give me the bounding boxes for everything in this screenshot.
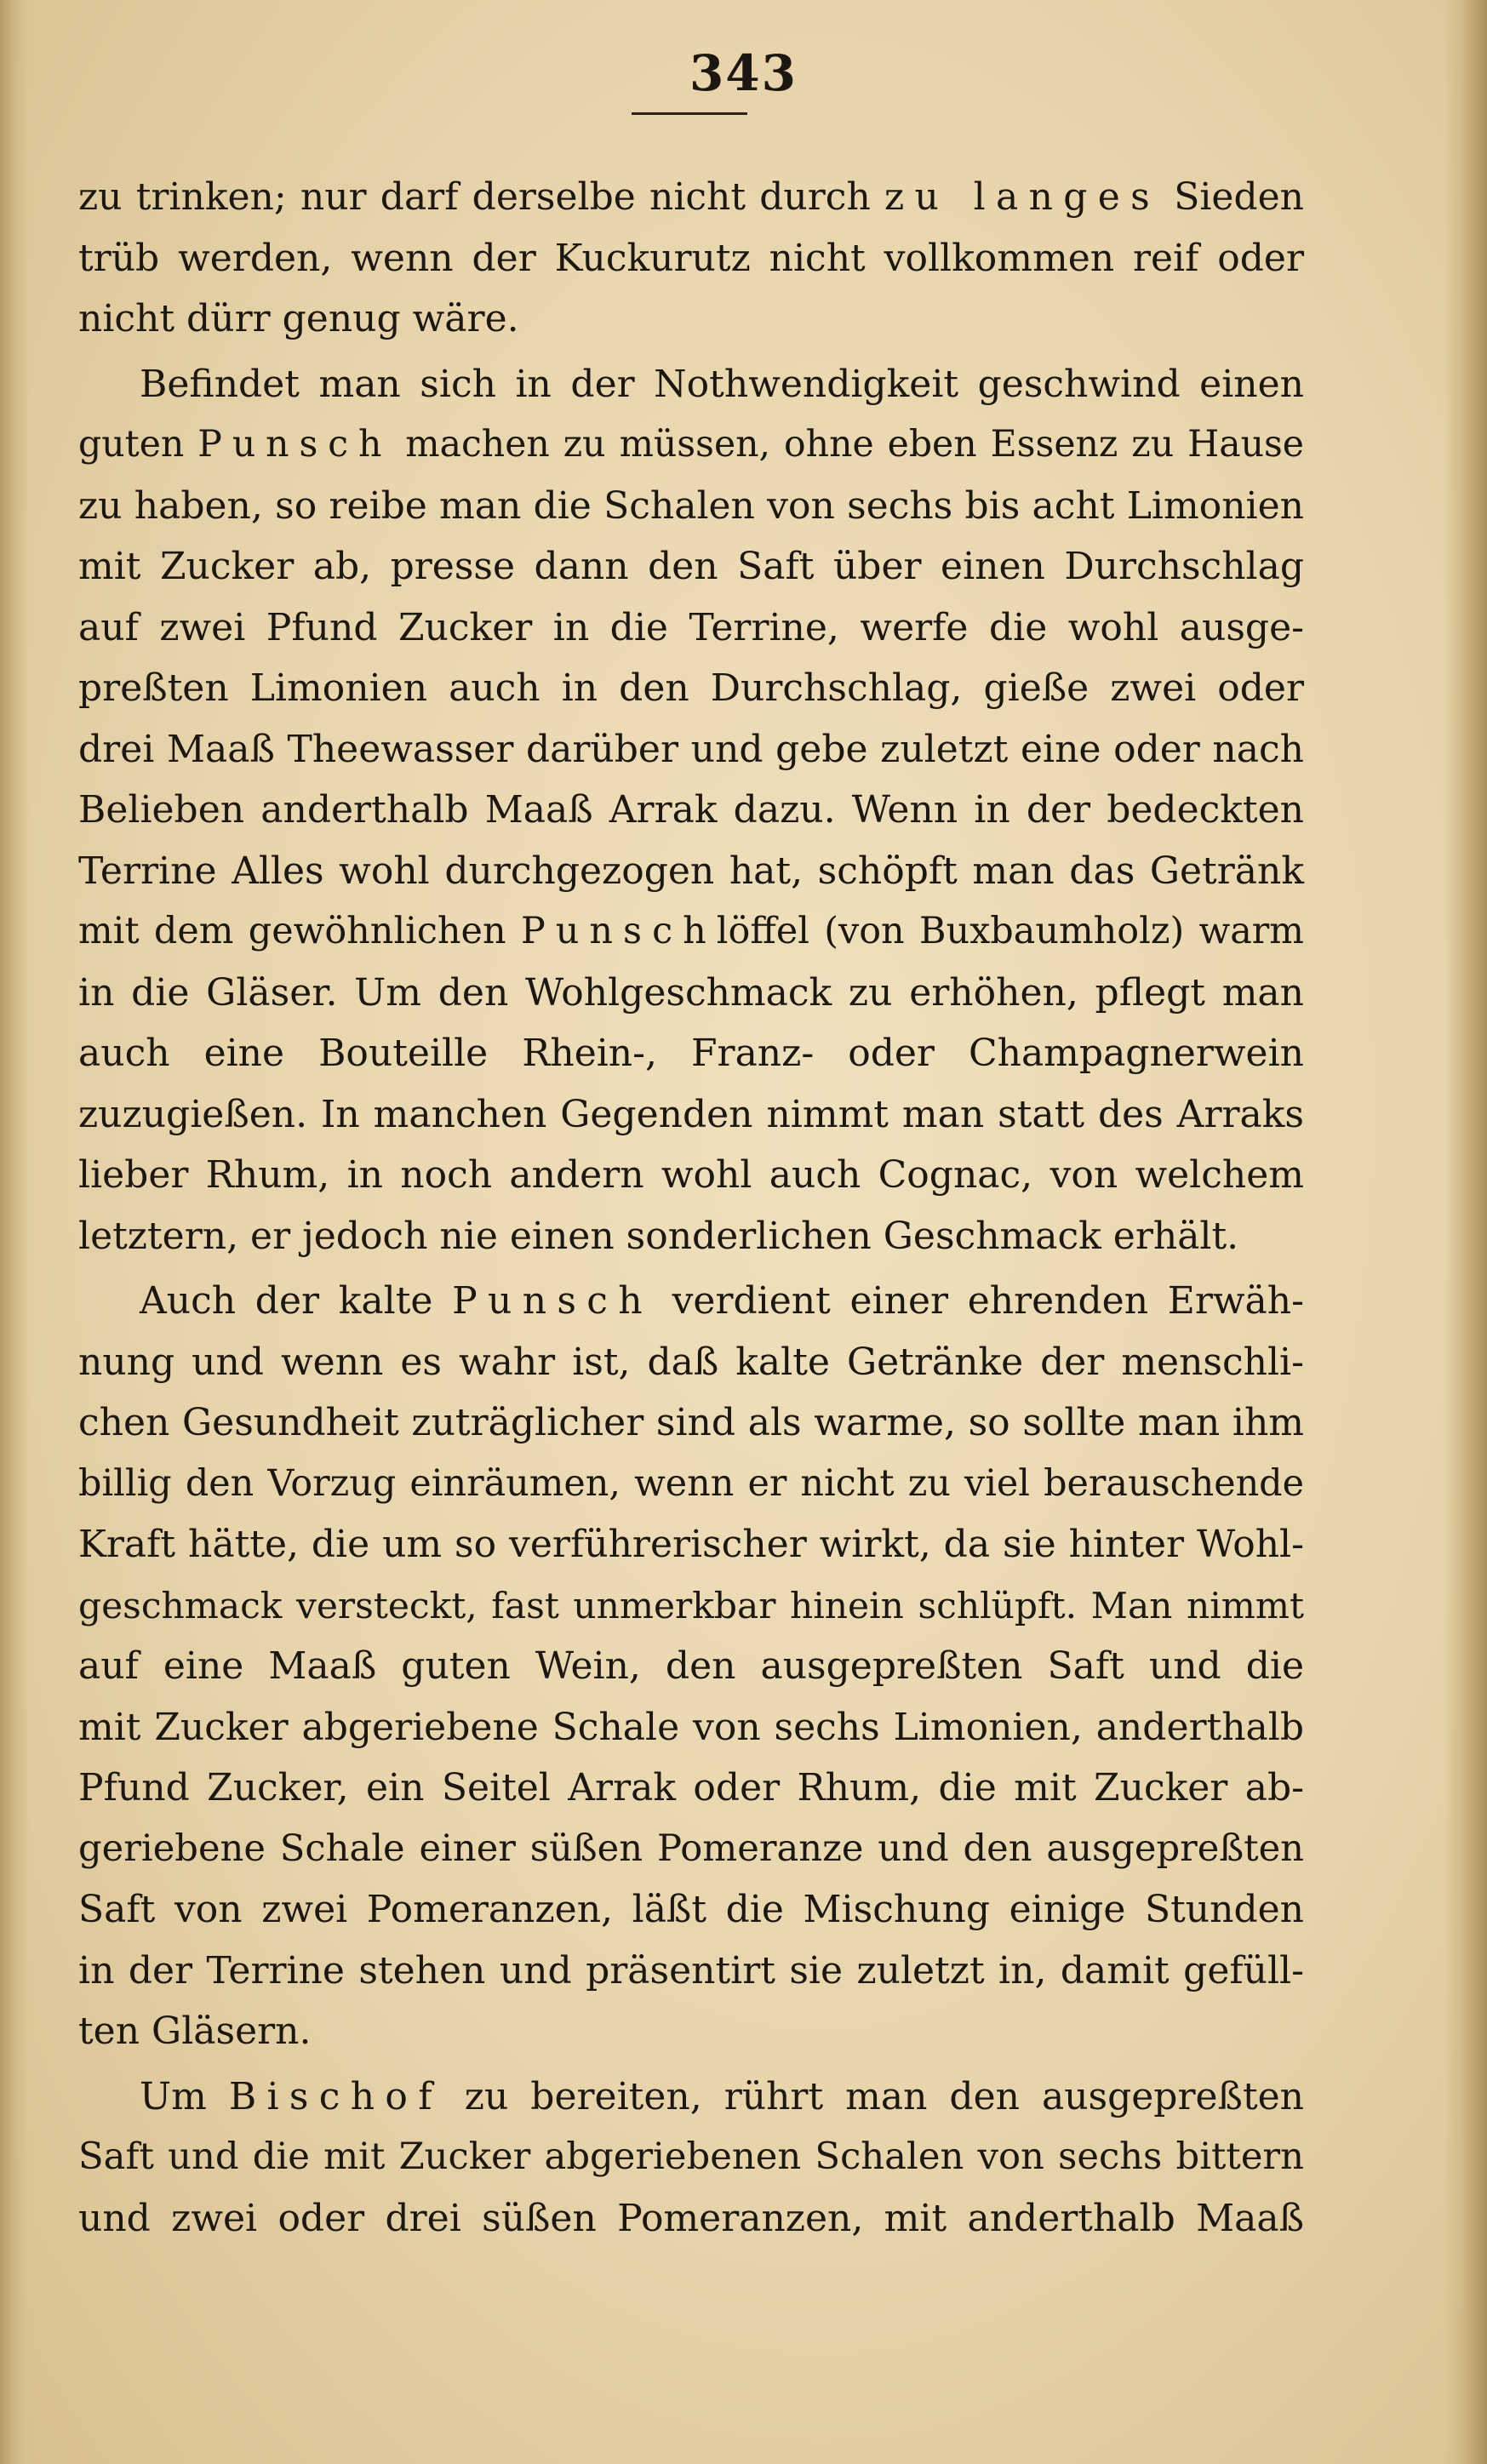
text-line: drei Maaß Theewasser darüber und gebe zuletzt eine oder nach xyxy=(78,727,1304,771)
text-line: geschmack versteckt, fast unmerkbar hinein schlüpft. Man nimmt xyxy=(78,1584,1304,1626)
text-line: ten Gläsern. xyxy=(78,2010,312,2053)
text-line: chen Gesundheit zuträglicher sind als warme, so sollte man ihm xyxy=(78,1401,1304,1444)
body-text xyxy=(78,167,1304,2249)
page-gutter-shadow xyxy=(0,0,29,2464)
paragraph xyxy=(78,167,1304,350)
text-line: billig den Vorzug einräumen, wenn er nicht zu viel berauschende xyxy=(78,1461,1304,1505)
text-line: in der Terrine stehen und präsentirt sie zuletzt in, damit gefüll- xyxy=(78,1948,1304,1992)
text-line: zu trinken; nur darf derselbe nicht durch zu langes Sieden xyxy=(78,175,1304,219)
paragraph xyxy=(78,1271,1304,2062)
text-line: preßten Limonien auch in den Durchschlag, gieße zwei oder xyxy=(78,666,1304,710)
paragraph xyxy=(78,2067,1304,2250)
text-line: nung und wenn es wahr ist, daß kalte Getränke der menschli- xyxy=(78,1340,1304,1384)
text-line: guten Punsch machen zu müssen, ohne eben Essenz zu Hause xyxy=(78,423,1304,466)
text-line: Saft von zwei Pomeranzen, läßt die Mischung einige Stunden xyxy=(78,1888,1304,1931)
text-line: lieber Rhum, in noch andern wohl auch Cognac, von welchem xyxy=(78,1153,1304,1197)
text-line: zu haben, so reibe man die Schalen von sechs bis acht Limonien xyxy=(78,483,1304,528)
text-line: letztern, er jedoch nie einen sonderlichen Geschmack erhält. xyxy=(78,1214,1239,1258)
text-line: Terrine Alles wohl durchgezogen hat, schöpft man das Getränk xyxy=(78,849,1304,893)
text-line: nicht dürr genug wäre. xyxy=(78,297,519,340)
text-line: Kraft hätte, die um so verführerischer wirkt, da sie hinter Wohl- xyxy=(78,1523,1304,1566)
text-line: Belieben anderthalb Maaß Arrak dazu. Wenn in der bedeckten xyxy=(78,788,1304,832)
text-line: trüb werden, wenn der Kuckurutz nicht vollkommen reif oder xyxy=(78,236,1304,280)
text-line: zuzugießen. In manchen Gegenden nimmt man statt des Arraks xyxy=(78,1092,1304,1136)
page-number: 343 xyxy=(689,44,798,102)
paragraph xyxy=(78,354,1304,1267)
text-line: Auch der kalte Punsch verdient einer ehrenden Erwäh- xyxy=(140,1279,1304,1323)
text-line: auch eine Bouteille Rhein-, Franz- oder Champagnerwein xyxy=(78,1032,1304,1075)
page-number-rule xyxy=(632,112,747,115)
text-line: auf eine Maaß guten Wein, den ausgepreßten Saft und die xyxy=(78,1644,1304,1688)
text-line: und zwei oder drei süßen Pomeranzen, mit anderthalb Maaß xyxy=(78,2196,1304,2240)
text-line: Befindet man sich in der Nothwendigkeit geschwind einen xyxy=(140,362,1304,406)
text-line: mit Zucker ab, presse dann den Saft über einen Durchschlag xyxy=(78,545,1304,588)
text-line: in die Gläser. Um den Wohlgeschmack zu erhöhen, pflegt man xyxy=(78,970,1304,1015)
text-line: mit Zucker abgeriebene Schale von sechs Limonien, anderthalb xyxy=(78,1705,1304,1749)
text-line: Saft und die mit Zucker abgeriebenen Schalen von sechs bittern xyxy=(78,2135,1304,2178)
text-line: geriebene Schale einer süßen Pomeranze und den ausgepreßten xyxy=(78,1827,1304,1870)
text-line: auf zwei Pfund Zucker in die Terrine, werfe die wohl ausge- xyxy=(78,605,1304,649)
text-line: mit dem gewöhnlichen Punschlöffel (von Buxbaumholz) warm xyxy=(78,910,1304,952)
page-edge-shadow xyxy=(1444,0,1487,2464)
text-line: Um Bischof zu bereiten, rührt man den ausgepreßten xyxy=(140,2074,1304,2118)
text-line: Pfund Zucker, ein Seitel Arrak oder Rhum, die mit Zucker ab- xyxy=(78,1766,1304,1809)
